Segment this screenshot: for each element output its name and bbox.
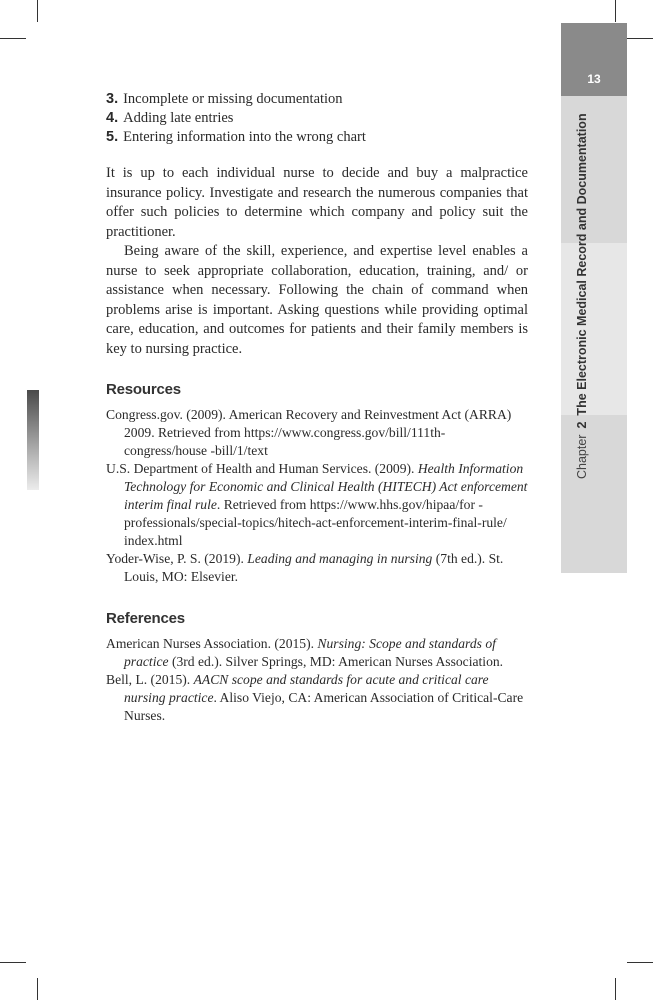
crop-mark [0,38,26,39]
margin-gradient-bar [27,390,39,490]
section-heading-resources: Resources [106,381,181,398]
crop-mark [37,0,38,22]
reference-entry: Congress.gov. (2009). American Recovery and Reinvestment Act (ARRA) 2009. Retrieved from https://www.congress.gov/bill/111th-congress/house -bill/1/text [106,407,512,458]
chapter-running-head [572,79,592,479]
list-item: 3. Incomplete or missing documentation [106,91,343,107]
crop-mark [615,978,616,1000]
reference-entry: Bell, L. (2015). AACN scope and standards for acute and critical care nursing practice. Aliso Viejo, CA: American Association of Critical-Care Nurses. [106,672,524,723]
crop-mark [37,978,38,1000]
resources-list [106,406,528,586]
crop-mark [0,962,26,963]
chapter-title: The Electronic Medical Record and Documentation [575,113,589,416]
list-item: 5. Entering information into the wrong chart [106,129,366,145]
numbered-list [106,90,528,147]
reference-entry: Yoder-Wise, P. S. (2019). Leading and managing in nursing (7th ed.). St. Louis, MO: Elsevier. [106,551,504,584]
crop-mark [627,962,653,963]
crop-mark [627,38,653,39]
section-heading-references: References [106,610,185,627]
page-content [106,90,528,725]
crop-mark [615,0,616,22]
chapter-label: Chapter [575,434,589,479]
paragraph: It is up to each individual nurse to decide and buy a malpractice insurance policy. Investigate and research the numerous companies that offer such policies to determine which company and policy suit the practitioner. [106,165,528,240]
chapter-side-tab [561,23,627,573]
list-item: 4. Adding late entries [106,110,234,126]
reference-entry: American Nurses Association. (2015). Nursing: Scope and standards of practice (3rd ed.). Silver Springs, MD: American Nurses Association. [106,636,504,669]
paragraph: Being aware of the skill, experience, and expertise level enables a nurse to seek appropriate collaboration, education, training, and/ or assistance when necessary. Following the chain of command when problems arise is important. Asking questions while providing optimal care, education, and outcomes for patients and their family members is key to nursing practice. [106,243,528,357]
tab-band [561,243,627,415]
page-number: 13 [587,72,601,86]
references-list [106,635,528,725]
reference-entry: U.S. Department of Health and Human Services. (2009). Health Information Technology for Economic and Clinical Health (HITECH) Act enforcement interim final rule. Retrieved from https://www.hhs.gov/hipaa/for -professionals/special-topics/hitech-act-enforcement-interim-final-rule/ index.html [106,461,528,548]
chapter-number: 2 [575,421,589,429]
